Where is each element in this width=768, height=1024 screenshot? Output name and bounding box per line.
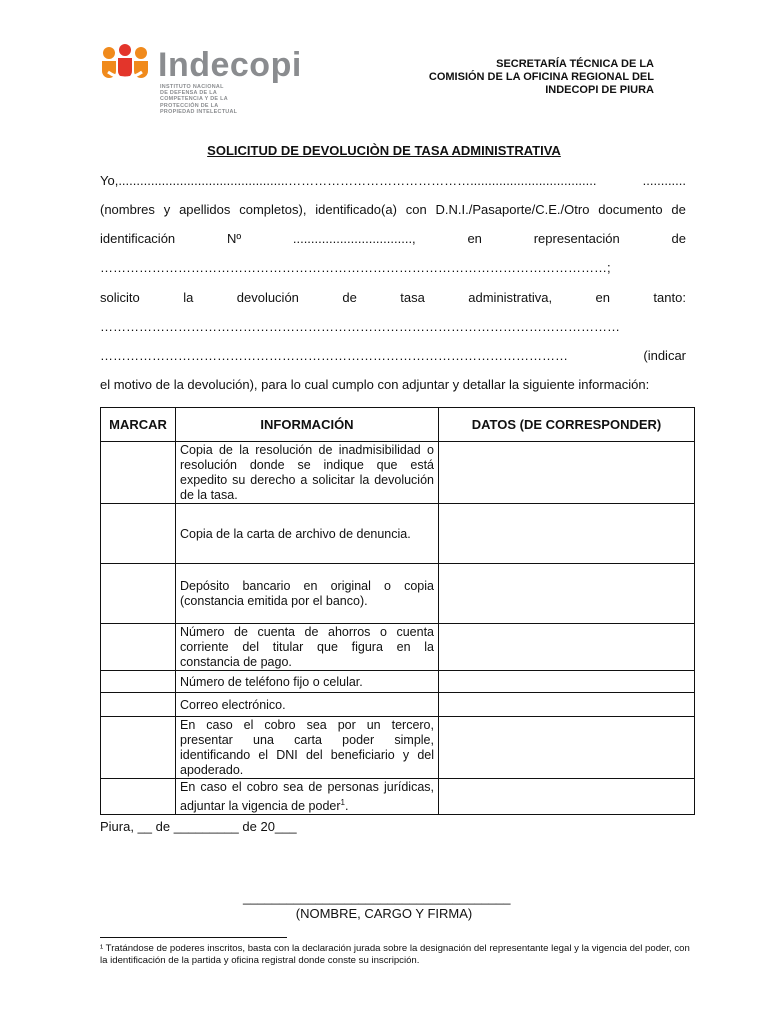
table-row	[101, 779, 695, 815]
info-cell: Depósito bancario en original o copia (constancia emitida por el banco).	[176, 564, 439, 624]
footnote-divider	[100, 937, 287, 938]
mark-cell[interactable]	[101, 671, 176, 693]
signature-label: (NOMBRE, CARGO Y FIRMA)	[295, 906, 473, 921]
table-row	[101, 693, 695, 717]
info-cell: Copia de la carta de archivo de denuncia.	[176, 504, 439, 564]
information-table	[100, 407, 695, 815]
mark-cell[interactable]	[101, 442, 176, 504]
data-cell[interactable]	[439, 442, 695, 504]
signature-line: _____________________________________	[243, 890, 511, 905]
footnote-ref: 1	[340, 798, 345, 807]
info-cell: En caso el cobro sea por un tercero, presentar una carta poder simple, identificando el DNI del beneficiario y del apoderado.	[176, 717, 439, 779]
logo-wordmark: Indecopi	[158, 46, 302, 84]
info-cell: Número de cuenta de ahorros o cuenta corriente del titular que figura en la constancia de pago.	[176, 624, 439, 671]
mark-cell[interactable]	[101, 693, 176, 717]
data-cell[interactable]	[439, 779, 695, 815]
table-row	[101, 671, 695, 693]
data-cell[interactable]	[439, 624, 695, 671]
logo-subtitle: INSTITUTO NACIONAL DE DEFENSA DE LA COMPETENCIA Y DE LA PROTECCIÓN DE LA PROPIEDAD INTELECTUAL	[160, 84, 238, 115]
mark-cell[interactable]	[101, 624, 176, 671]
body-line-7: ……………………………………………………………………………………………… (indicar	[100, 348, 686, 363]
data-cell[interactable]	[439, 717, 695, 779]
footnote: ¹ Tratándose de poderes inscritos, basta con la declaración jurada sobre la designación del representante legal y la vigencia del poder, con la identificación de la partida y oficina registral donde conste su inscripción.	[100, 943, 690, 966]
institution-header: SECRETARÍA TÉCNICA DE LA COMISIÓN DE LA OFICINA REGIONAL DEL INDECOPI DE PIURA	[428, 58, 654, 96]
body-line-2: (nombres y apellidos completos), identificado(a) con D.N.I./Pasaporte/C.E./Otro documento de	[100, 202, 686, 217]
date-line: Piura, __ de _________ de 20___	[100, 819, 297, 834]
data-cell[interactable]	[439, 693, 695, 717]
table-row	[101, 442, 695, 504]
mark-cell[interactable]	[101, 564, 176, 624]
indecopi-logo	[100, 44, 320, 116]
info-cell: Número de teléfono fijo o celular.	[176, 671, 439, 693]
body-line-6: …………………………………………………………………………………………………………	[100, 319, 620, 334]
data-cell[interactable]	[439, 564, 695, 624]
body-line-3: identificación Nº ................................., en representación de	[100, 231, 686, 246]
body-line-1: Yo,...............................................……………………………………................................... ............	[100, 173, 686, 188]
info-cell: Copia de la resolución de inadmisibilidad o resolución donde se indique que está expedito su derecho a solicitar la devolución de la tasa.	[176, 442, 439, 504]
mark-cell[interactable]	[101, 717, 176, 779]
info-cell: En caso el cobro sea de personas jurídicas, adjuntar la vigencia de poder$^1$.	[176, 779, 439, 815]
table-row	[101, 717, 695, 779]
header-informacion: INFORMACIÓN	[176, 408, 439, 442]
mark-cell[interactable]	[101, 504, 176, 564]
body-line-4: ………………………………………………………………………………………………………;	[100, 260, 611, 275]
table-row	[101, 504, 695, 564]
table-header-row	[101, 408, 695, 442]
mark-cell[interactable]	[101, 779, 176, 815]
body-line-5: solicito la devolución de tasa administrativa, en tanto:	[100, 290, 686, 305]
document-title: SOLICITUD DE DEVOLUCIÒN DE TASA ADMINISTRATIVA	[207, 143, 561, 158]
data-cell[interactable]	[439, 671, 695, 693]
info-cell: Correo electrónico.	[176, 693, 439, 717]
table-row	[101, 564, 695, 624]
header-marcar: MARCAR	[101, 408, 176, 442]
data-cell[interactable]	[439, 504, 695, 564]
logo-mark-icon	[100, 44, 156, 84]
table-row	[101, 624, 695, 671]
body-line-8: el motivo de la devolución), para lo cual cumplo con adjuntar y detallar la siguiente información:	[100, 377, 650, 392]
header-datos: DATOS (DE CORRESPONDER)	[439, 408, 695, 442]
